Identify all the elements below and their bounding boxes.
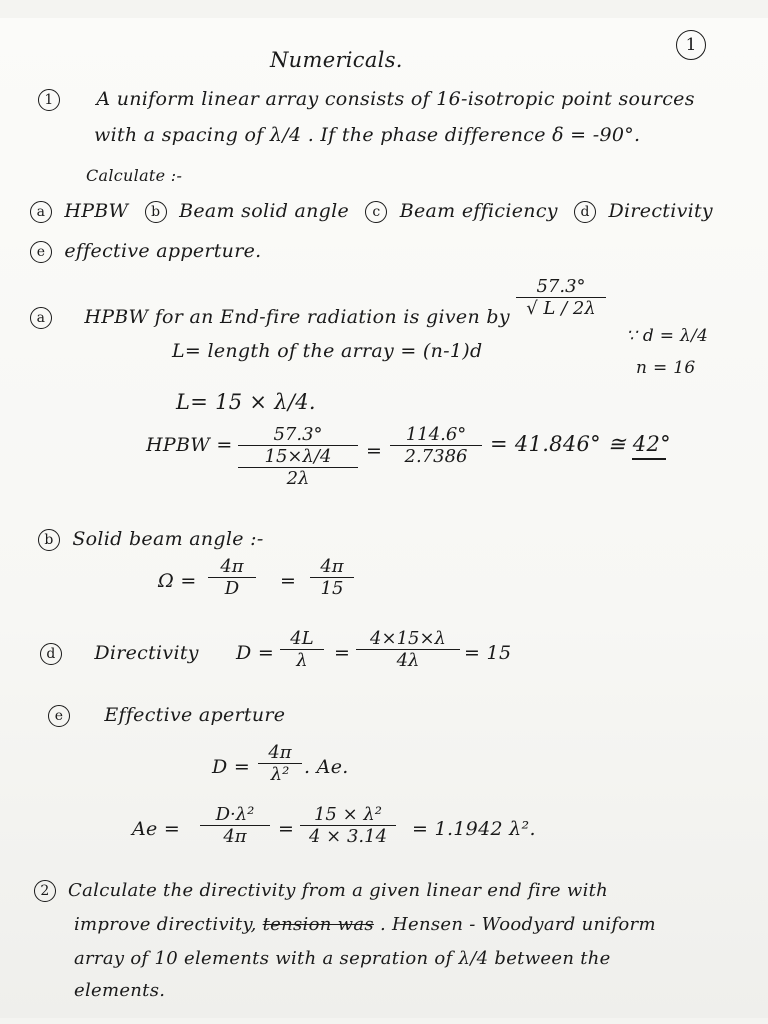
question-1-items-row-1 xyxy=(30,200,713,223)
result-underline xyxy=(632,458,666,460)
hpbw-f2-denominator: 2.7386 xyxy=(390,445,482,467)
question-2-line-2 xyxy=(74,914,656,935)
solution-e-title xyxy=(48,704,285,727)
aperture-fraction xyxy=(258,742,302,785)
question-1-line-2: with a spacing of λ/4 . If the phase difference δ = -90°. xyxy=(94,124,641,146)
hpbw-equals: = xyxy=(366,440,383,462)
hpbw-f1-den-top: 15×λ/4 xyxy=(238,445,358,467)
directivity-result: = 15 xyxy=(464,642,512,664)
aperture-denominator: λ² xyxy=(258,763,302,785)
hpbw-result: = 41.846° ≅ 42° xyxy=(490,432,671,456)
aperture-lhs: D = xyxy=(212,756,251,778)
solution-a-intro-text: HPBW for an End-fire radiation is given by xyxy=(84,306,510,328)
solution-b-title-text: Solid beam angle :- xyxy=(72,528,264,550)
solution-a-badge: a xyxy=(30,307,52,329)
given-elements: n = 16 xyxy=(636,358,696,378)
ae-result: = 1.1942 λ². xyxy=(412,818,536,840)
length-definition: L= length of the array = (n-1)d xyxy=(172,340,483,362)
question-2-struck-text: tension was xyxy=(262,914,374,935)
ae-f2-denominator: 4 × 3.14 xyxy=(300,825,396,847)
directivity-f2-denominator: 4λ xyxy=(356,649,460,671)
aperture-rhs: . Ae. xyxy=(304,756,349,778)
solution-e-title-text: Effective aperture xyxy=(104,704,286,726)
question-2-line-4: elements. xyxy=(74,980,166,1001)
given-spacing: ∵ d = λ/4 xyxy=(626,326,709,346)
question-1-line-1 xyxy=(38,88,695,111)
question-2-line-3: array of 10 elements with a sepration of λ/4 between the xyxy=(74,948,611,969)
solid-angle-f1-denominator: D xyxy=(208,577,256,599)
item-b-text: Beam solid angle xyxy=(179,200,350,222)
ae-label: Ae = xyxy=(132,818,181,840)
solid-angle-fraction-2 xyxy=(310,556,354,599)
page-number: 1 xyxy=(676,30,706,60)
question-1-line-3: Calculate :- xyxy=(86,166,183,185)
ae-fraction-1 xyxy=(200,804,270,847)
solution-e-badge: e xyxy=(48,705,70,727)
solution-b-title xyxy=(38,528,264,551)
formula-denominator: √ L / 2λ xyxy=(516,297,606,319)
directivity-f2-numerator: 4×15×λ xyxy=(370,628,446,649)
ae-equals: = xyxy=(278,818,295,840)
hpbw-label: HPBW = xyxy=(146,434,233,456)
solution-b-badge: b xyxy=(38,529,60,551)
solid-angle-equals: = xyxy=(280,570,297,592)
solution-d-badge: d xyxy=(40,643,62,665)
solid-angle-fraction-1 xyxy=(208,556,256,599)
question-2-line-1 xyxy=(34,880,608,902)
solid-angle-lhs: Ω = xyxy=(158,570,197,592)
hpbw-f2-numerator: 114.6° xyxy=(405,424,467,445)
directivity-f1-denominator: λ xyxy=(280,649,324,671)
item-d-badge: d xyxy=(574,201,596,223)
item-e-text: effective apperture. xyxy=(64,240,262,262)
question-number-badge: 1 xyxy=(38,89,60,111)
solid-angle-f2-denominator: 15 xyxy=(310,577,354,599)
formula-numerator: 57.3° xyxy=(536,276,586,297)
directivity-lhs: D = xyxy=(236,642,275,664)
end-fire-hpbw-formula xyxy=(516,276,606,319)
item-a-text: HPBW xyxy=(64,200,129,222)
directivity-fraction-1 xyxy=(280,628,324,671)
item-a-badge: a xyxy=(30,201,52,223)
solution-a-intro xyxy=(30,306,510,329)
directivity-equals: = xyxy=(334,642,351,664)
ae-fraction-2 xyxy=(300,804,396,847)
ae-f2-numerator: 15 × λ² xyxy=(313,804,383,825)
solution-d-title-text: Directivity xyxy=(94,642,199,664)
question-2-text-2a: improve directivity, xyxy=(74,914,257,935)
item-c-text: Beam efficiency xyxy=(399,200,558,222)
hpbw-fraction-2 xyxy=(390,424,482,467)
ae-f1-numerator: D·λ² xyxy=(215,804,255,825)
aperture-numerator: 4π xyxy=(268,742,292,763)
item-d-text: Directivity xyxy=(608,200,713,222)
question-2-text-1: Calculate the directivity from a given linear end fire with xyxy=(68,880,609,901)
solid-angle-f2-numerator: 4π xyxy=(320,556,344,577)
item-c-badge: c xyxy=(365,201,387,223)
question-1-text-1: A uniform linear array consists of 16-isotropic point sources xyxy=(96,88,695,110)
question-2-badge: 2 xyxy=(34,880,56,902)
ae-f1-denominator: 4π xyxy=(200,825,270,847)
solid-angle-f1-numerator: 4π xyxy=(220,556,244,577)
item-b-badge: b xyxy=(145,201,167,223)
hpbw-fraction-1 xyxy=(238,424,358,489)
question-1-items-row-2 xyxy=(30,240,262,263)
directivity-f1-numerator: 4L xyxy=(290,628,314,649)
page-heading: Numericals. xyxy=(270,48,403,72)
directivity-fraction-2 xyxy=(356,628,460,671)
solution-d-title xyxy=(40,642,199,665)
question-2-text-2b: . Hensen - Woodyard uniform xyxy=(379,914,656,935)
length-value: L= 15 × λ/4. xyxy=(176,390,316,414)
hpbw-f1-den-bottom: 2λ xyxy=(238,467,358,489)
hpbw-f1-numerator: 57.3° xyxy=(273,424,323,445)
item-e-badge: e xyxy=(30,241,52,263)
